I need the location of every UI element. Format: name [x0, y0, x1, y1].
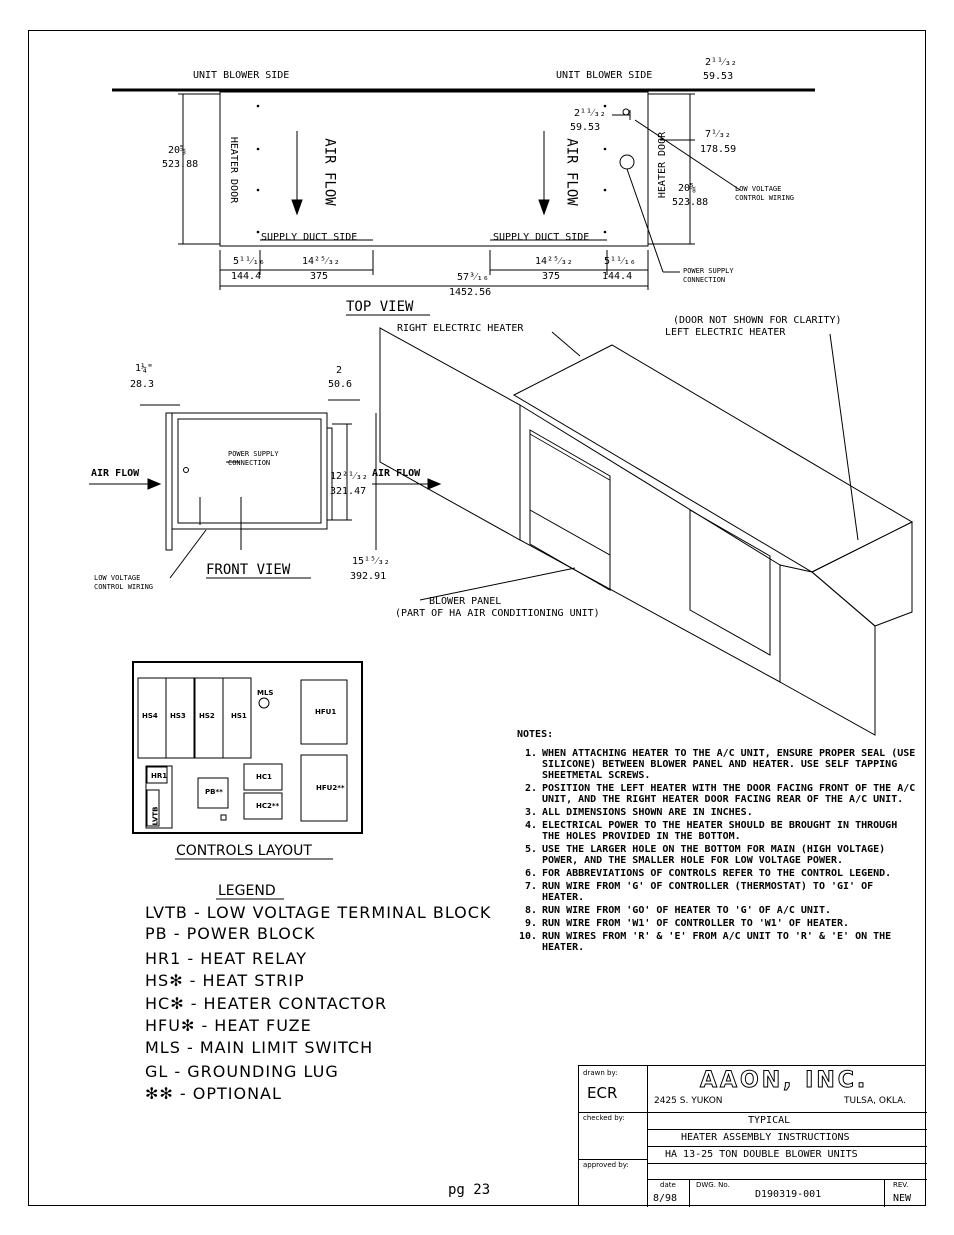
company-cell	[648, 1066, 927, 1113]
note-item: 6. FOR ABBREVIATIONS OF CONTROLS REFER TO THE CONTROL LEGEND.	[524, 868, 892, 879]
left-heater-label: LEFT ELECTRIC HEATER	[665, 327, 786, 338]
date-cell: date 8/98	[648, 1179, 690, 1207]
controls-layout-drawing	[133, 662, 362, 833]
note-item: 2. POSITION THE LEFT HEATER WITH THE DOOR FACING FRONT OF THE A/C UNIT, AND THE RIGHT HEATER DOOR FACING REAR OF THE A/C UNIT.	[524, 783, 916, 805]
dim-12-mm: 321.47	[330, 486, 367, 497]
desc-line-2: HEATER ASSEMBLY INSTRUCTIONS	[648, 1130, 927, 1147]
hs3-label: HS3	[170, 712, 186, 720]
dim-14-right-mm: 375	[542, 271, 561, 282]
checked-by-cell: checked by:	[579, 1113, 648, 1160]
air-flow-left-label: AIR FLOW	[321, 138, 338, 206]
note-item: 3. ALL DIMENSIONS SHOWN ARE IN INCHES.	[524, 807, 753, 818]
blower-panel-note: (PART OF HA AIR CONDITIONING UNIT)	[395, 608, 600, 619]
power-supply-top-2: CONNECTION	[683, 276, 726, 284]
note-item: 1. WHEN ATTACHING HEATER TO THE A/C UNIT, ENSURE PROPER SEAL (USE SILICONE) BETWEEN BLOWER PANEL AND HEATER. USE SELF TAPPING SHEETMETAL SCREWS.	[524, 748, 916, 781]
front-view-drawing	[89, 400, 440, 578]
dim-15-mm: 392.91	[350, 571, 387, 582]
legend-item: HS✻ - HEAT STRIP	[145, 971, 305, 990]
power-supply-top-1: POWER SUPPLY	[683, 267, 734, 275]
power-supply-front-1: POWER SUPPLY	[228, 450, 279, 458]
supply-duct-side-left: SUPPLY DUCT SIDE	[261, 232, 358, 243]
dim-total-mm: 1452.56	[449, 287, 492, 298]
desc-line-3: HA 13-25 TON DOUBLE BLOWER UNITS	[648, 1147, 927, 1164]
note-item: 4. ELECTRICAL POWER TO THE HEATER SHOULD BE BROUGHT IN THROUGH THE HOLES PROVIDED IN THE BOTTOM.	[524, 820, 898, 842]
heater-door-right-label: HEATER DOOR	[657, 131, 669, 199]
hfu1-label: HFU1	[315, 708, 337, 716]
top-view-title: TOP VIEW	[346, 299, 414, 315]
hc1-label: HC1	[256, 773, 272, 781]
right-heater-label: RIGHT ELECTRIC HEATER	[397, 323, 524, 334]
dim-12-frac: 12²¹⁄₃₂	[330, 471, 368, 482]
dim-2-frac: 2	[336, 365, 343, 376]
pb-label: PB**	[205, 788, 223, 796]
drawn-by-value: ECR	[587, 1084, 618, 1102]
dwg-number: D190319-001	[755, 1189, 822, 1200]
low-voltage-wiring-top-1: LOW VOLTAGE	[735, 185, 782, 193]
notes-block	[517, 729, 917, 955]
city: TULSA, OKLA.	[844, 1096, 906, 1106]
legend-item: HC✻ - HEATER CONTACTOR	[145, 994, 388, 1013]
hs1-label: HS1	[231, 712, 247, 720]
low-voltage-front-1: LOW VOLTAGE	[94, 574, 141, 582]
legend-item: HR1 - HEAT RELAY	[145, 949, 307, 968]
dim-1-1-4-frac: 1¼"	[135, 363, 154, 374]
hc2-label: HC2**	[256, 802, 280, 810]
lvtb-label: LVTB	[151, 806, 160, 826]
desc-line-1: TYPICAL	[648, 1113, 927, 1130]
dim-inner-small-frac: 2¹¹⁄₃₂	[574, 108, 606, 119]
legend-item: MLS - MAIN LIMIT SWITCH	[145, 1038, 374, 1057]
dim-2-mm: 50.6	[328, 379, 353, 390]
title-block	[578, 1065, 926, 1206]
rev-value: NEW	[893, 1193, 912, 1204]
legend-title: LEGEND	[218, 883, 276, 899]
notes-title: NOTES:	[517, 729, 554, 740]
drawn-by-cell: drawn by: ECR	[579, 1066, 648, 1113]
air-flow-right-label: AIR FLOW	[563, 138, 580, 206]
heater-door-left-label: HEATER DOOR	[228, 136, 240, 204]
dim-5-left-mm: 144.4	[231, 271, 262, 282]
page-label: pg 23	[448, 1182, 491, 1198]
front-view-title: FRONT VIEW	[206, 562, 291, 578]
hs4-label: HS4	[142, 712, 158, 720]
legend-item: LVTB - LOW VOLTAGE TERMINAL BLOCK	[145, 903, 492, 922]
rev-cell: REV. NEW	[885, 1179, 927, 1207]
dim-5-left-frac: 5¹¹⁄₁₆	[233, 256, 265, 267]
dim-5-right-mm: 144.4	[602, 271, 633, 282]
dim-top-right-frac: 2¹¹⁄₃₂	[705, 57, 737, 68]
company-logo: AAON, INC.	[700, 1068, 869, 1093]
hr1-label: HR1	[151, 772, 168, 780]
date-value: 8/98	[653, 1193, 678, 1204]
note-item: 8. RUN WIRE FROM 'GO' OF HEATER TO 'G' OF A/C UNIT.	[524, 905, 831, 916]
hfu2-label: HFU2**	[316, 784, 345, 792]
dim-height-left-mm: 523.88	[162, 159, 199, 170]
air-flow-out-label: AIR FLOW	[372, 468, 421, 479]
hs2-label: HS2	[199, 712, 215, 720]
dim-height-left-frac: 20⅝	[168, 145, 187, 156]
controls-layout-title: CONTROLS LAYOUT	[176, 843, 312, 859]
supply-duct-side-right: SUPPLY DUCT SIDE	[493, 232, 590, 243]
dim-15-frac: 15¹⁵⁄₃₂	[352, 556, 390, 567]
dim-total-frac: 57³⁄₁₆	[457, 272, 489, 283]
dwg-cell: DWG. No. D190319-001	[690, 1179, 885, 1207]
dim-height-right-mm: 523.88	[672, 197, 709, 208]
note-item: 10. RUN WIRES FROM 'R' & 'E' FROM A/C UNIT TO 'R' & 'E' ON THE HEATER.	[518, 931, 892, 953]
low-voltage-wiring-top-2: CONTROL WIRING	[735, 194, 795, 202]
door-note: (DOOR NOT SHOWN FOR CLARITY)	[673, 315, 842, 326]
legend-item: HFU✻ - HEAT FUZE	[145, 1016, 312, 1035]
blower-panel-label: BLOWER PANEL	[429, 596, 502, 607]
unit-blower-side-left: UNIT BLOWER SIDE	[193, 70, 290, 81]
dim-top-right-mm: 59.53	[703, 71, 734, 82]
dim-1-1-4-mm: 28.3	[130, 379, 155, 390]
power-supply-front-2: CONNECTION	[228, 459, 271, 467]
dim-14-left-frac: 14²⁵⁄₃₂	[302, 256, 340, 267]
air-flow-in-label: AIR FLOW	[91, 468, 140, 479]
isometric-view-drawing	[380, 328, 912, 735]
dim-inner-small-mm: 59.53	[570, 122, 601, 133]
note-item: 7. RUN WIRE FROM 'G' OF CONTROLLER (THERMOSTAT) TO 'GI' OF HEATER.	[524, 881, 874, 903]
dim-7-frac: 7¹⁄₃₂	[705, 129, 731, 140]
legend-item: ✻✻ - OPTIONAL	[145, 1084, 282, 1103]
low-voltage-front-2: CONTROL WIRING	[94, 583, 154, 591]
unit-blower-side-right: UNIT BLOWER SIDE	[556, 70, 653, 81]
dim-14-right-frac: 14²⁵⁄₃₂	[535, 256, 573, 267]
legend-item: GL - GROUNDING LUG	[145, 1062, 339, 1081]
top-view-drawing	[112, 90, 815, 290]
approved-by-cell: approved by:	[579, 1160, 648, 1207]
dim-height-right-frac: 20⅝	[678, 183, 697, 194]
note-item: 9. RUN WIRE FROM 'W1' OF CONTROLLER TO 'W1' OF HEATER.	[524, 918, 850, 929]
mls-label: MLS	[257, 689, 274, 697]
note-item: 5. USE THE LARGER HOLE ON THE BOTTOM FOR MAIN (HIGH VOLTAGE) POWER, AND THE SMALLER HOLE FOR LOW VOLTAGE POWER.	[524, 844, 886, 866]
address: 2425 S. YUKON	[654, 1096, 723, 1106]
legend-item: PB - POWER BLOCK	[145, 924, 316, 943]
dim-7-mm: 178.59	[700, 144, 737, 155]
dim-5-right-frac: 5¹¹⁄₁₆	[604, 256, 636, 267]
dim-14-left-mm: 375	[310, 271, 329, 282]
